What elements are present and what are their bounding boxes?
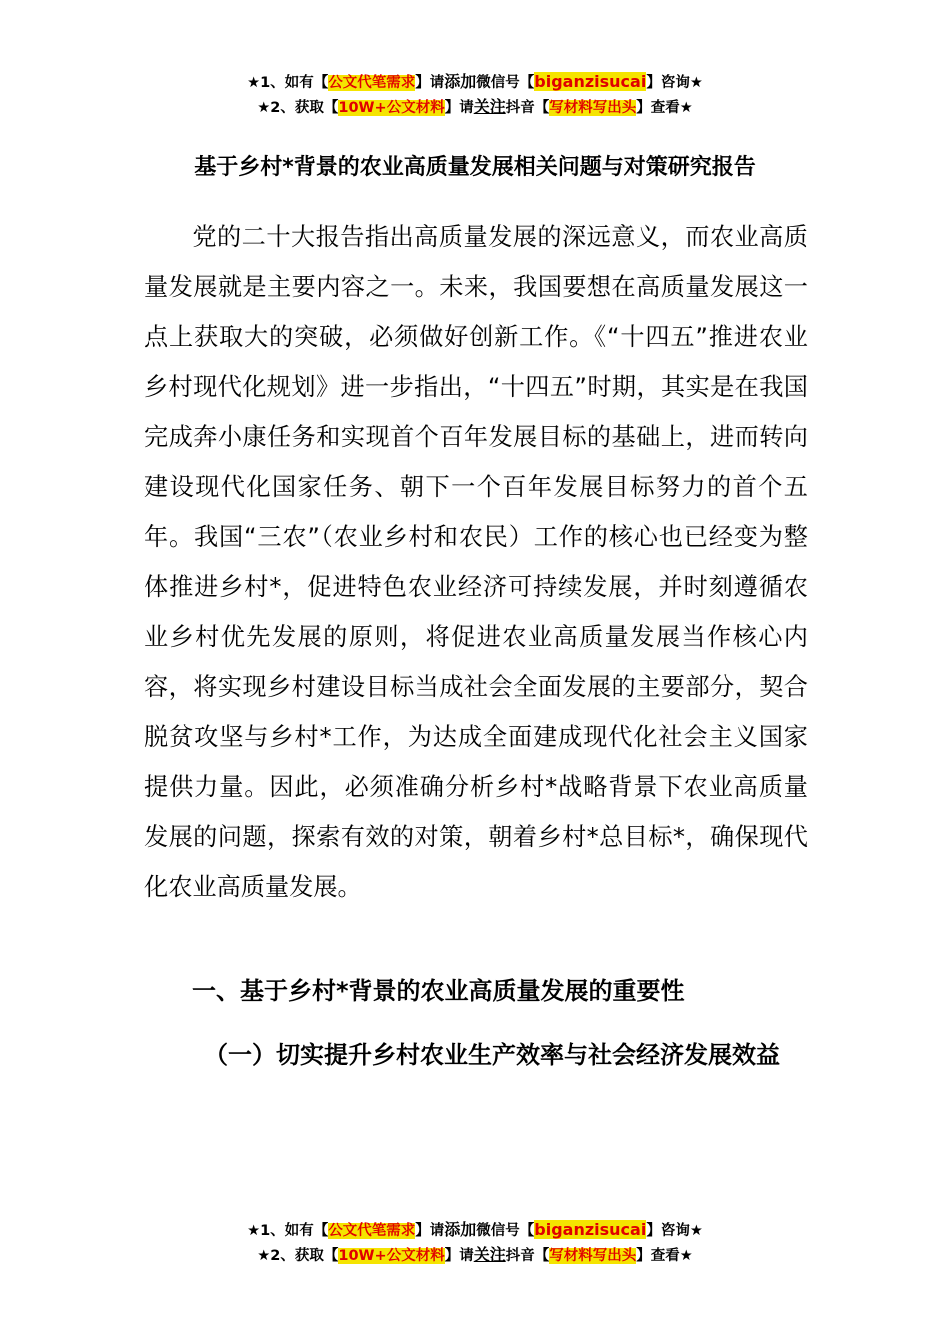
banner-text: 】请: [415, 75, 445, 91]
document-title: 基于乡村*背景的农业高质量发展相关问题与对策研究报告: [194, 155, 756, 180]
subsection-heading: （一）切实提升乡村农业生产效率与社会经济发展效益: [204, 1041, 780, 1069]
banner-highlight: 10W+公文材料: [338, 100, 445, 116]
banner-highlight: 公文代笔需求: [328, 1223, 416, 1239]
banner-line-1: [0, 1218, 950, 1243]
banner-text: 抖音【: [505, 1248, 550, 1264]
banner-text: 】查看★: [636, 1248, 693, 1264]
body-paragraph: 党的二十大报告指出高质量发展的深远意义，而农业高质量发展就是主要内容之一。未来，我国要想在高质量发展这一点上获取大的突破，必须做好创新工作。《“十四五”推进农业乡村现代化规划》进一步指出，“十四五”时期，其实是在我国完成奔小康任务和实现首个百年发展目标的基础上，进而转向建设现代化国家任务、朝下一个百年发展目标努力的首个五年。我国“三农”（农业乡村和农民）工作的核心也已经变为整体推进乡村*，促进特色农业经济可持续发展，并时刻遵循农业乡村优先发展的原则，将促进农业高质量发展当作核心内容，将实现乡村建设目标当成社会全面发展的主要部分，契合脱贫攻坚与乡村*工作，为达成全面建成现代化社会主义国家提供力量。因此，必须准确分析乡村*战略背景下农业高质量发展的问题，探索有效的对策，朝着乡村*总目标*，确保现代化农业高质量发展。: [144, 223, 808, 901]
banner-text: 】查看★: [636, 100, 693, 116]
section-heading: 一、基于乡村*背景的农业高质量发展的重要性: [192, 977, 685, 1005]
banner-highlight-douyin: 写材料写出头: [549, 1248, 637, 1264]
banner-text: ★2、获取【: [257, 1248, 339, 1264]
banner-emphasis: 关注: [473, 1245, 506, 1264]
banner-highlight: 公文代笔需求: [328, 75, 416, 91]
header-banner: [0, 70, 950, 120]
banner-highlight-wechat: biganzisucai: [534, 72, 647, 91]
banner-emphasis: 添加: [444, 1220, 477, 1239]
banner-emphasis: 关注: [473, 97, 506, 116]
banner-emphasis: 添加: [444, 72, 477, 91]
banner-highlight-douyin: 写材料写出头: [549, 100, 637, 116]
banner-text: 】请: [444, 1248, 474, 1264]
banner-text: 】请: [444, 100, 474, 116]
footer-banner: [0, 1218, 950, 1268]
banner-line-1: [0, 70, 950, 95]
banner-text: 抖音【: [505, 100, 550, 116]
banner-text: 】咨询★: [646, 75, 703, 91]
banner-text: 】请: [415, 1223, 445, 1239]
banner-text: ★2、获取【: [257, 100, 339, 116]
banner-line-2: [0, 95, 950, 120]
banner-text: 】咨询★: [646, 1223, 703, 1239]
banner-line-2: [0, 1243, 950, 1268]
banner-text: ★1、如有【: [247, 1223, 329, 1239]
banner-text: 微信号【: [476, 75, 535, 91]
banner-text: ★1、如有【: [247, 75, 329, 91]
banner-text: 微信号【: [476, 1223, 535, 1239]
banner-highlight: 10W+公文材料: [338, 1248, 445, 1264]
banner-highlight-wechat: biganzisucai: [534, 1220, 647, 1239]
